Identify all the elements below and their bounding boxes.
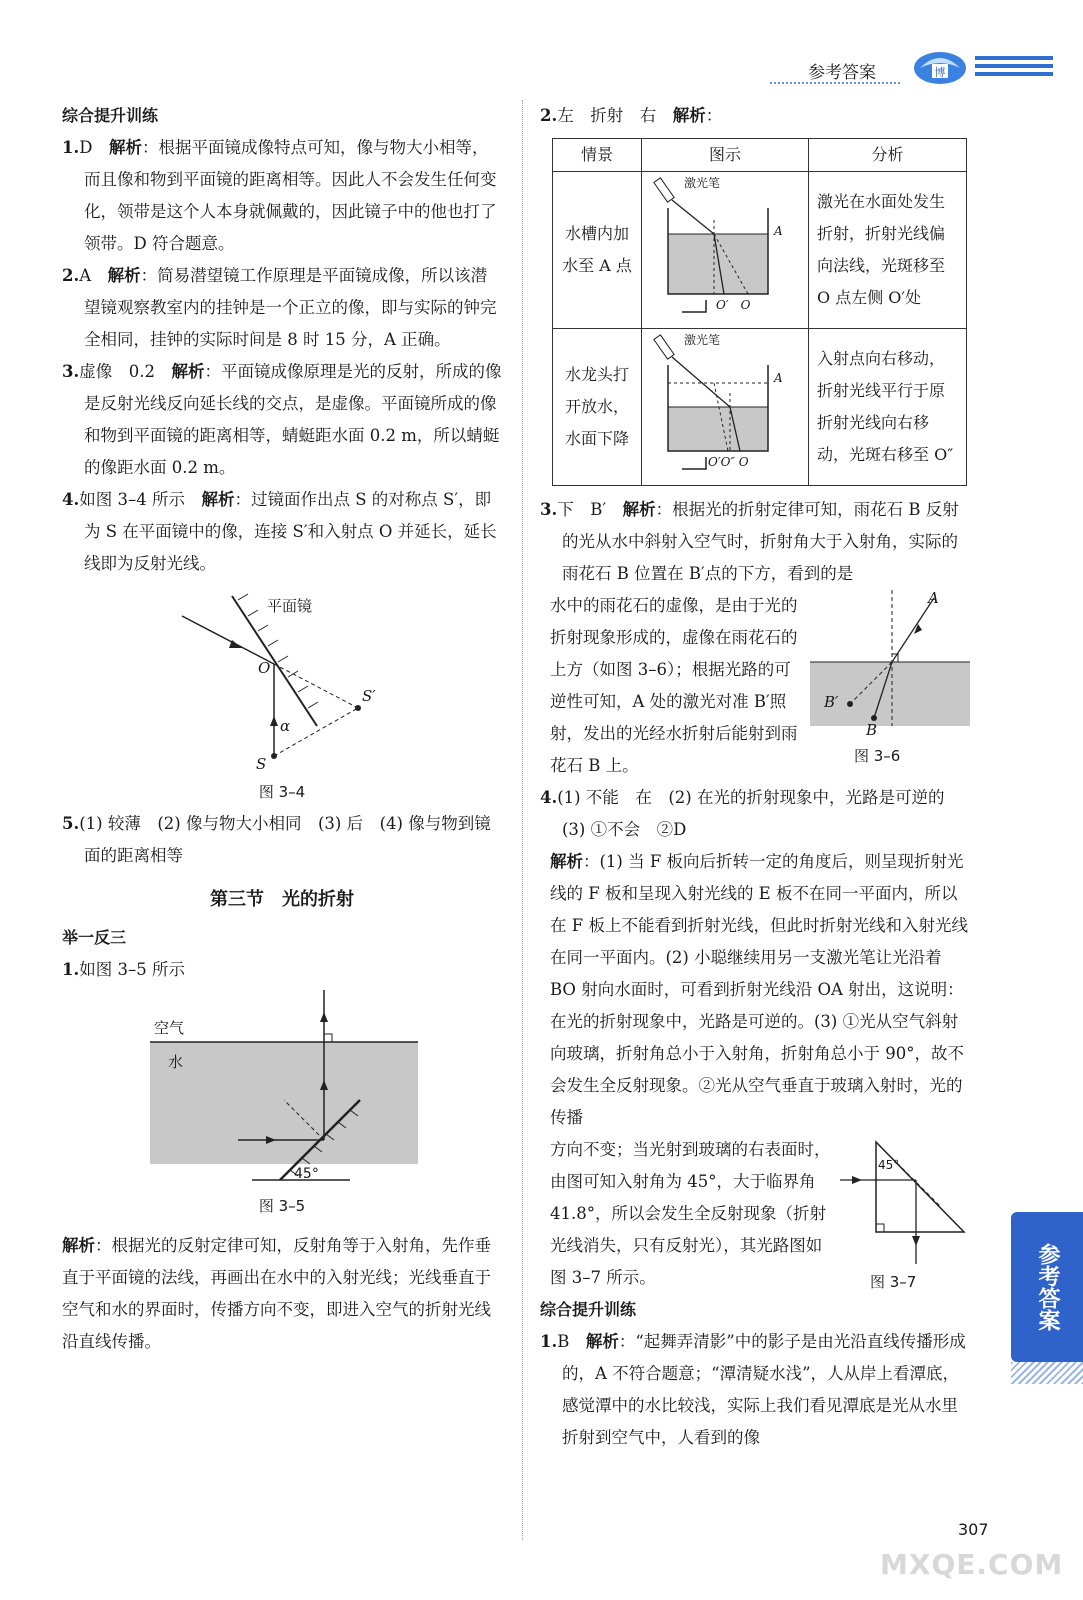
page-header	[770, 40, 1070, 90]
table-header-cell: 分析	[809, 139, 967, 172]
left-column	[62, 100, 502, 1358]
diagram-cell	[642, 329, 809, 486]
header-stripe	[975, 72, 1053, 76]
table-row	[553, 172, 967, 329]
svg-text:博: 博	[934, 66, 946, 79]
figure-3-4	[62, 586, 502, 776]
table-row	[553, 329, 967, 486]
diagram-cell	[642, 172, 809, 329]
figure-3-6	[810, 590, 970, 780]
answer-r5: 1.B 解析：“起舞弄清影”中的影子是由光沿直线传播形成的，A 不符合题意；“潭清疑水浅”，人从岸上看潭底，感觉潭中的水比较浅，实际上我们看见潭底是光从水里折射到空气中，人看到的像	[540, 1332, 966, 1447]
point-o-label: O′O″ O	[708, 455, 749, 469]
figure-3-7-diagram	[840, 1134, 970, 1264]
section-heading: 举一反三	[62, 928, 127, 947]
mirror-label: 平面镜	[267, 597, 313, 615]
page-number: 307	[958, 1520, 989, 1539]
header-dots	[770, 82, 900, 84]
answer-r4-explanation-continued: 方向不变；当光射到玻璃的右表面时，由图可知入射角为 45°，大于临界角 41.8°，所以会发生全反射现象（折射光线消失，只有反射光），其光路图如图 3–7 所示。	[550, 1140, 831, 1287]
header-stripe	[975, 56, 1053, 60]
scene-cell: 水槽内加水至 A 点	[553, 172, 642, 329]
point-s-label: S	[256, 755, 267, 773]
point-b-prime-label: B′	[824, 693, 839, 711]
figure-3-5-caption: 图 3–5	[258, 1197, 306, 1215]
answer-5: 5.(1) 较薄 (2) 像与物大小相同 (3) 后 (4) 像与物到镜面的距离相等	[62, 814, 491, 865]
scene-cell: 水龙头打开放水，水面下降	[553, 329, 642, 486]
column-divider	[522, 100, 523, 1540]
water-label: 水	[168, 1053, 184, 1071]
answer-4: 4.如图 3–4 所示 解析：过镜面作出点 S 的对称点 S′，即为 S 在平面镜中的像，连接 S′和入射点 O 并延长，延长线即为反射光线。	[62, 490, 497, 573]
table-header-cell: 图示	[642, 139, 809, 172]
analysis-cell: 入射点向右移动，折射光线平行于原折射光线向右移动，光斑右移至 O″	[809, 329, 967, 486]
practice-1: 1.如图 3–5 所示	[62, 960, 185, 979]
figure-3-7-caption: 图 3–7	[870, 1273, 917, 1291]
section-heading: 综合提升训练	[540, 1300, 637, 1319]
answer-r4: 4.(1) 不能 在 (2) 在光的折射现象中，光路是可逆的 (3) ①不会 ②D	[540, 788, 961, 839]
point-a-label: A	[928, 589, 939, 607]
answer-1: 1.D 解析：根据平面镜成像特点可知，像与物大小相等，而且像和物到平面镜的距离相等。因此人不会发生任何变化，领带是这个人本身就佩戴的，因此镜子中的他也打了领带。D 符合题意。	[62, 138, 497, 253]
answer-r3-text: 水中的雨花石的虚像，是由于光的折射现象形成的，虚像在雨花石的上方（如图 3–6）；根据光路的可逆性可知，A 处的激光对准 B′照射，发出的光经水折射后能射到雨花石 B 上。	[550, 596, 798, 775]
figure-3-5-diagram	[62, 990, 502, 1190]
table-header-cell: 情景	[553, 139, 642, 172]
analysis-cell: 激光在水面处发生折射，折射光线偏向法线，光斑移至 O 点左侧 O′处	[809, 172, 967, 329]
watermark: MXQE.COM	[880, 1548, 1064, 1581]
header-stripe	[975, 64, 1053, 68]
tab-hatch	[1011, 1362, 1083, 1384]
figure-3-6-diagram	[810, 590, 970, 756]
figure-3-5	[62, 990, 502, 1190]
answer-r4-continued	[540, 1134, 970, 1294]
point-b-label: B	[866, 721, 878, 739]
answer-r4-explanation: 解析：(1) 当 F 板向后折转一定的角度后，则呈现折射光线的 F 板和呈现入射光线的 E 板不在同一平面内，所以在 F 板上不能看到折射光线，但此时折射光线和入射光线在同一平面内。(2) 小聪继续用另一支激光笔让光沿着 BO 射向水面时，可看到折射光线沿 OA 射出，这说明：在光的折射现象中，光路是可逆的。(3) ①光从空气斜射向玻璃，折射角总小于入射角，折射角总小于 90°，故不会发生全反射现象。②光从空气垂直于玻璃入射时，光的传播	[550, 852, 968, 1127]
air-label: 空气	[154, 1019, 185, 1037]
point-s-prime-label: S′	[362, 687, 376, 705]
right-column	[540, 100, 970, 1454]
point-o-label: O′ O	[716, 298, 751, 312]
angle-45-label: 45°	[878, 1158, 900, 1172]
figure-3-7	[840, 1134, 970, 1294]
header-title: 参考答案	[808, 63, 876, 83]
point-a-label: A	[774, 371, 783, 385]
answer-3: 3.虚像 0.2 解析：平面镜成像原理是光的反射，所成的像是反射光线反向延长线的交点，是虚像。平面镜所成的像和物到平面镜的距离相等，蜻蜓距水面 0.2 m，所以蜻蜓的像距水面 0.2 m。	[62, 362, 502, 477]
laser-pen-label: 激光笔	[684, 176, 721, 190]
answer-r3-continued	[540, 590, 970, 782]
angle-label: α	[280, 717, 291, 735]
point-o-label: O	[258, 659, 271, 677]
answer-2: 2.A 解析：简易潜望镜工作原理是平面镜成像，所以该潜望镜观察教室内的挂钟是一个正立的像，即与实际的钟完全相同，挂钟的实际时间是 8 时 15 分，A 正确。	[62, 266, 497, 349]
figure-3-4-caption: 图 3–4	[258, 783, 306, 801]
table-header-row	[553, 139, 967, 172]
angle-45-label: 45°	[294, 1166, 319, 1182]
laser-pen-label: 激光笔	[684, 333, 721, 347]
analysis-table	[552, 138, 967, 486]
chapter-title: 第三节 光的折射	[210, 889, 354, 910]
point-a-label: A	[774, 224, 783, 238]
section-heading: 综合提升训练	[62, 106, 159, 125]
figure-3-6-caption: 图 3–6	[854, 747, 901, 765]
practice-1-explanation: 解析：根据光的反射定律可知，反射角等于入射角，先作垂直于平面镜的法线，再画出在水中的入射光线；光线垂直于空气和水的界面时，传播方向不变，即进入空气的折射光线沿直线传播。	[62, 1236, 491, 1351]
answer-r3: 3.下 B′ 解析：根据光的折射定律可知，雨花石 B 反射的光从水中斜射入空气时，折射角大于入射角，实际的雨花石 B 位置在 B′点的下方，看到的是	[540, 500, 959, 583]
answer-section-tab[interactable]: 参考答案	[1011, 1212, 1083, 1362]
answer-r2: 2.左 折射 右 解析：	[540, 106, 723, 125]
book-logo-icon	[910, 42, 970, 88]
